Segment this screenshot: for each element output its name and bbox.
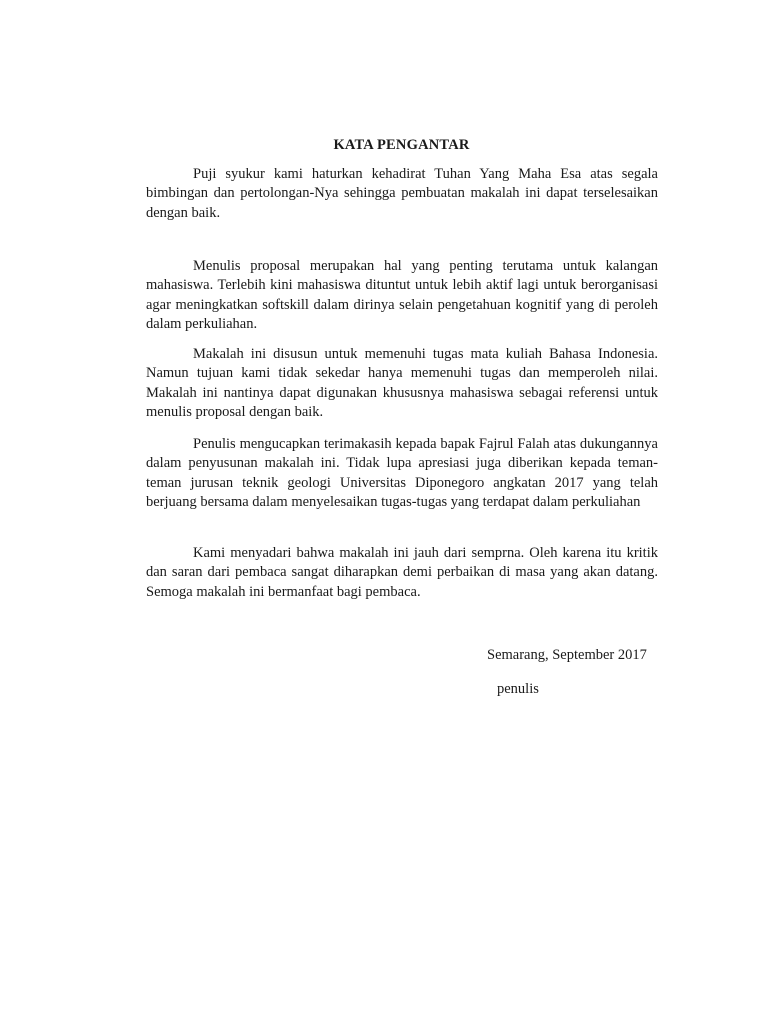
page-title: KATA PENGANTAR xyxy=(333,137,470,153)
paragraph-purpose: Makalah ini disusun untuk memenuhi tugas mata kuliah Bahasa Indonesia. Namun tujuan kami tidak sekedar hanya memenuhi tugas dan memperoleh nilai. Makalah ini nantinya dapat digunakan khususnya mahasiswa sebagai referensi untuk menulis proposal dengan baik. xyxy=(146,346,658,421)
paragraph-closing-remarks: Kami menyadari bahwa makalah ini jauh dari semprna. Oleh karena itu kritik dan saran dari pembaca sangat diharapkan demi perbaikan di masa yang akan datang. Semoga makalah ini bermanfaat bagi pembaca. xyxy=(146,545,658,600)
paragraph-proposal: Menulis proposal merupakan hal yang penting terutama untuk kalangan mahasiswa. Terlebih kini mahasiswa dituntut untuk lebih aktif lagi untuk berorganisasi agar meningkatkan softskill dalam dirinya selain pengetahuan kognitif yang di peroleh dalam perkuliahan. xyxy=(146,258,658,333)
closing-author: penulis xyxy=(497,681,539,697)
paragraph-acknowledgement: Penulis mengucapkan terimakasih kepada bapak Fajrul Falah atas dukungannya dalam penyusunan makalah ini. Tidak lupa apresiasi juga diberikan kepada teman-teman jurusan teknik geologi Universitas Diponegoro angkatan 2017 yang telah berjuang bersama dalam menyelesaikan tugas-tugas yang terdapat dalam perkuliahan xyxy=(146,436,658,511)
closing-place-date: Semarang, September 2017 xyxy=(487,647,647,663)
paragraph-opening: Puji syukur kami haturkan kehadirat Tuhan Yang Maha Esa atas segala bimbingan dan pertolongan-Nya sehingga pembuatan makalah ini dapat terselesaikan dengan baik. xyxy=(146,166,658,221)
